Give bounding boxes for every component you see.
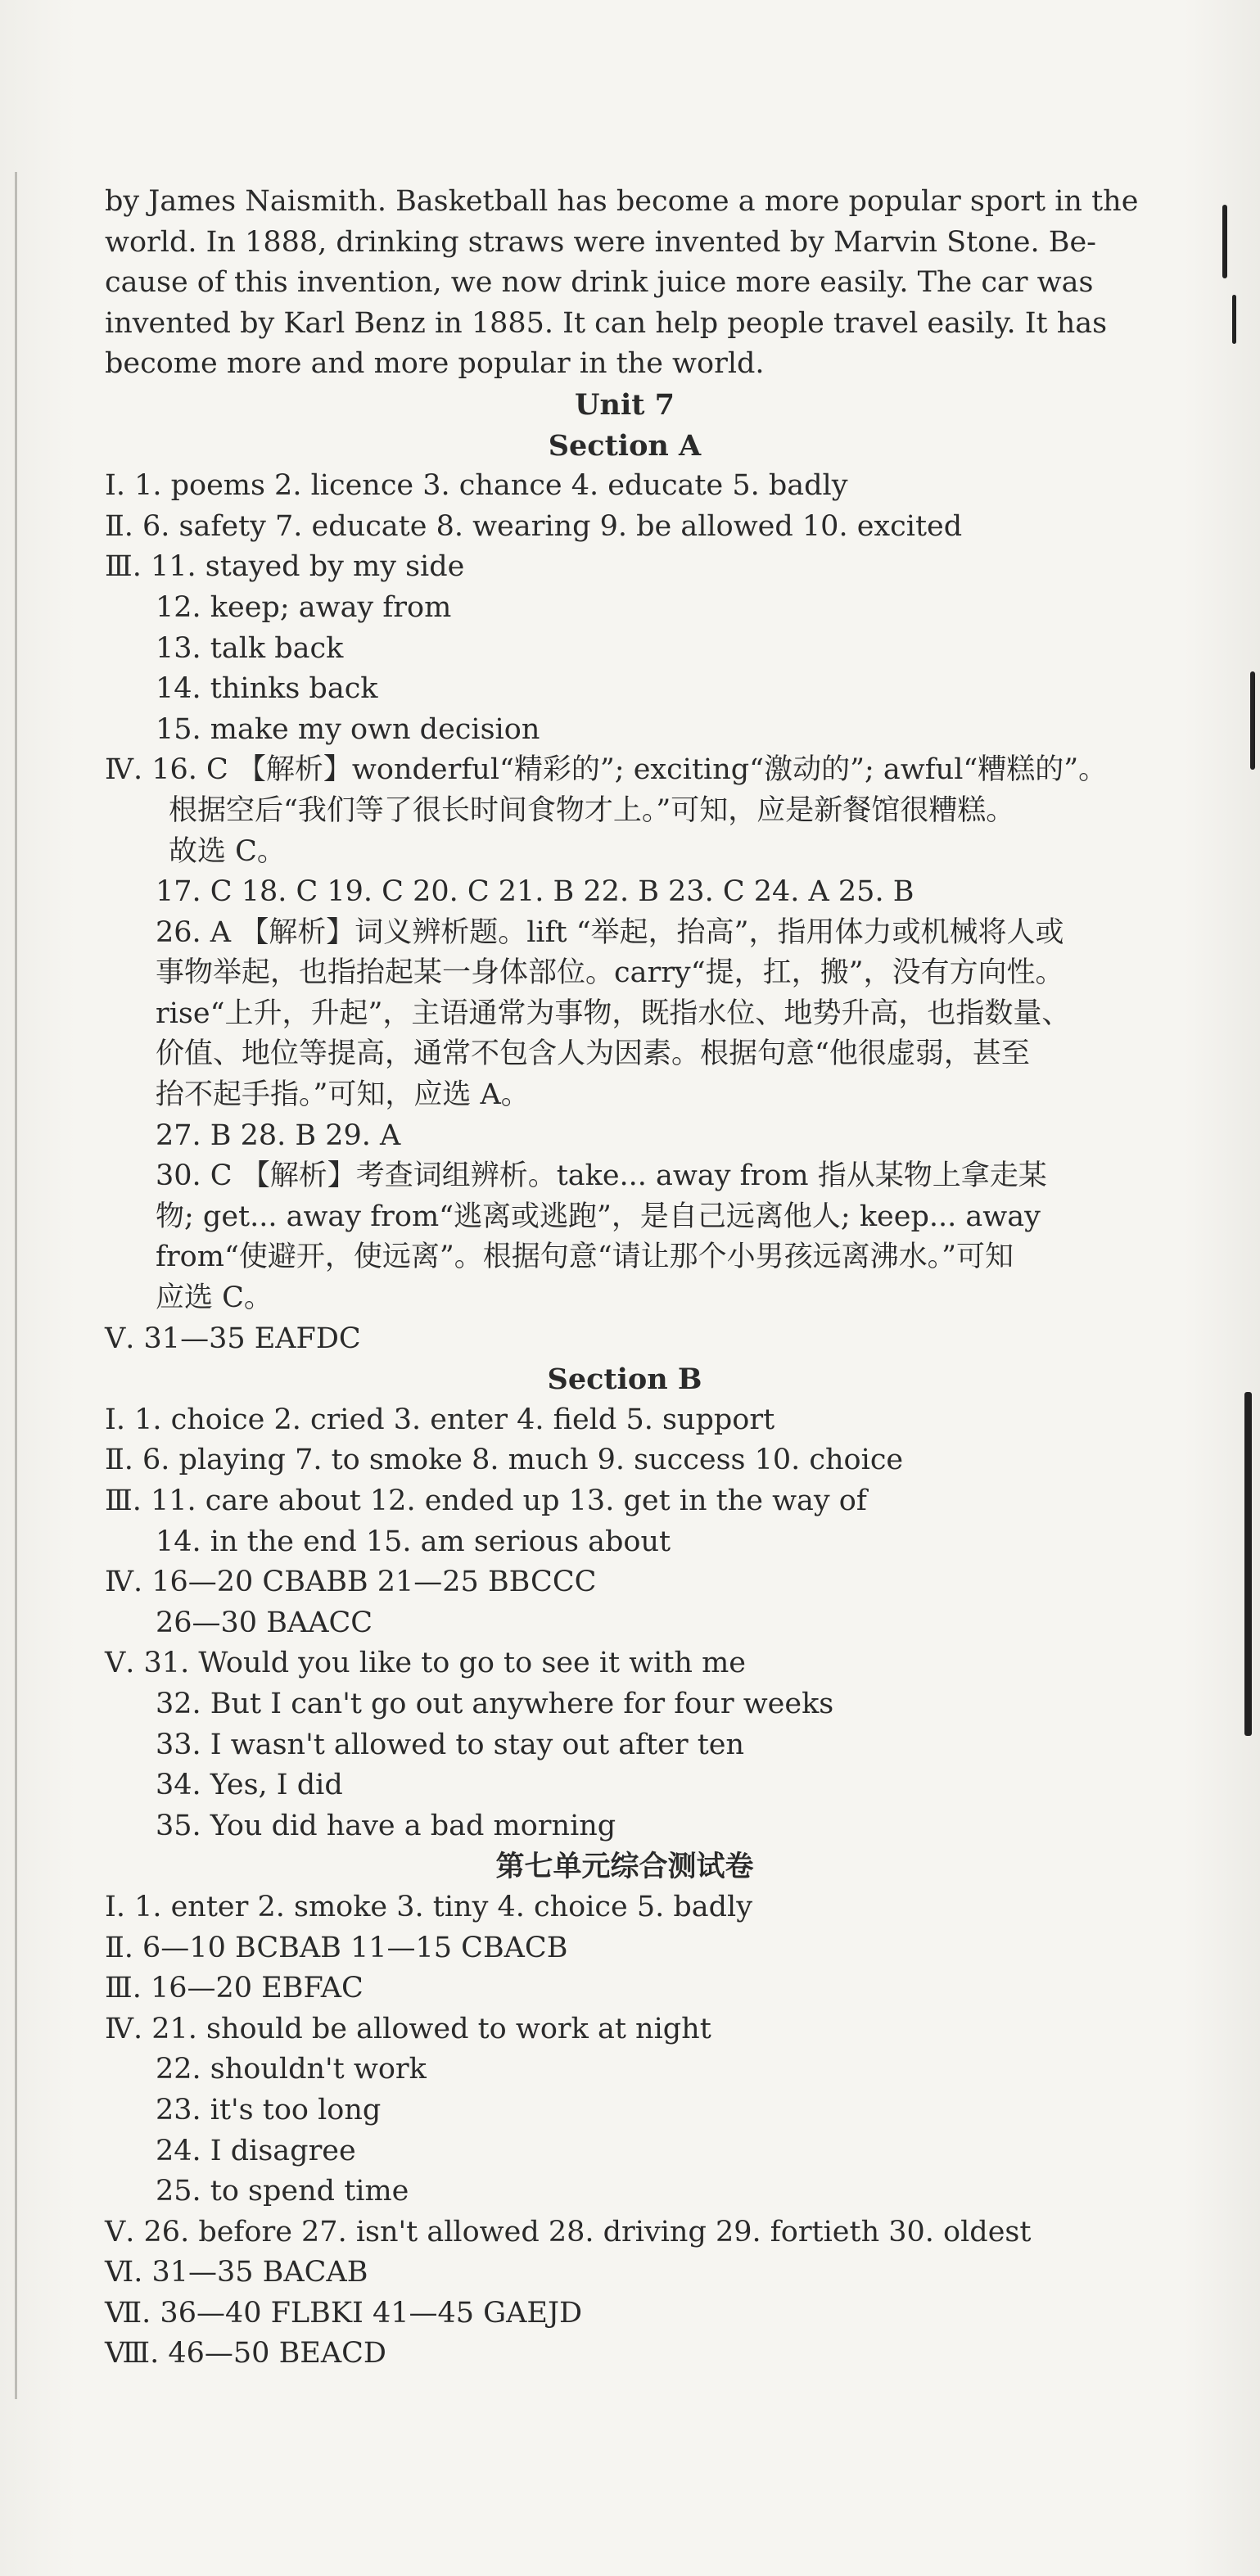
answer-line: 30. C 【解析】考查词组辨析。take... away from 指从某物上拿走某 <box>156 1159 1047 1193</box>
answer-line: 15. make my own decision <box>156 712 540 746</box>
explanation-line: 故选 C。 <box>169 834 286 868</box>
answer-line: 26. A 【解析】词义辨析题。lift “举起，抬高”，指用体力或机械将人或 <box>156 915 1064 949</box>
answer-line: 14. thinks back <box>156 672 378 706</box>
answer-line: Ⅵ. 31—35 BACAB <box>105 2256 368 2289</box>
answer-line: 22. shouldn't work <box>156 2053 427 2086</box>
unit-test-title: 第七单元综合测试卷 <box>495 1850 754 1884</box>
text-line: world. In 1888, drinking straws were invented by Marvin Stone. Be- <box>105 225 1097 259</box>
answer-line: Ⅲ. 16—20 EBFAC <box>105 1972 364 2005</box>
answer-line: 25. to spend time <box>156 2175 409 2208</box>
explanation-line: 事物举起，也指抬起某一身体部位。carry“提，扛，搬”，没有方向性。 <box>156 956 1064 990</box>
answer-line: Ⅰ. 1. choice 2. cried 3. enter 4. field 5. support <box>105 1403 775 1436</box>
answer-line: 32. But I can't go out anywhere for four weeks <box>156 1687 834 1720</box>
section-a <box>105 426 1145 1360</box>
scan-edge-mark <box>1222 205 1227 278</box>
answer-line: 34. Yes, I did <box>156 1769 343 1802</box>
answer-line: Ⅲ. 11. stayed by my side <box>105 550 465 584</box>
answer-line: Ⅱ. 6. playing 7. to smoke 8. much 9. success 10. choice <box>105 1444 904 1477</box>
answer-line: Ⅲ. 11. care about 12. ended up 13. get in the way of <box>105 1485 867 1517</box>
section-b-title: Section B <box>547 1363 702 1397</box>
explanation-line: 价值、地位等提高，通常不包含人为因素。根据句意“他很虚弱，甚至 <box>156 1037 1030 1071</box>
answer-line: Ⅰ. 1. poems 2. licence 3. chance 4. educate 5. badly <box>105 469 848 503</box>
intro-paragraph <box>105 182 1145 385</box>
explanation-line: 根据空后“我们等了很长时间食物才上。”可知，应是新餐馆很糟糕。 <box>169 793 1015 827</box>
section-a-title: Section A <box>548 428 702 463</box>
unit-title: Unit 7 <box>575 387 675 422</box>
scan-edge-mark <box>1250 671 1255 770</box>
answer-line: Ⅷ. 46—50 BEACD <box>105 2337 386 2370</box>
answer-line: 27. B 28. B 29. A <box>156 1119 401 1152</box>
scan-edge-mark <box>1244 1392 1252 1736</box>
explanation-line: from“使避开，使远离”。根据句意“请让那个小男孩远离沸水。”可知 <box>156 1241 1014 1274</box>
text-line: invented by Karl Benz in 1885. It can help people travel easily. It has <box>105 306 1108 340</box>
explanation-line: rise“上升，升起”，主语通常为事物，既指水位、地势升高，也指数量、 <box>156 997 1071 1030</box>
text-line: by James Naismith. Basketball has become a more popular sport in the <box>105 185 1139 218</box>
answer-line: 23. it's too long <box>156 2093 382 2126</box>
section-b <box>105 1359 1145 1846</box>
answer-line: Ⅳ. 16—20 CBABB 21—25 BBCCC <box>105 1566 597 1599</box>
answer-line: Ⅰ. 1. enter 2. smoke 3. tiny 4. choice 5. badly <box>105 1890 753 1923</box>
answer-key-content <box>105 182 1145 2375</box>
answer-line: 26—30 BAACC <box>156 1606 373 1639</box>
answer-line: Ⅱ. 6—10 BCBAB 11—15 CBACB <box>105 1931 568 1964</box>
explanation-line: 应选 C。 <box>156 1281 273 1315</box>
answer-line: 17. C 18. C 19. C 20. C 21. B 22. B 23. C 24. A 25. B <box>156 875 915 909</box>
answer-line: Ⅳ. 16. C 【解析】wonderful“精彩的”; exciting“激动的”; awful“糟糕的”。 <box>105 753 1108 787</box>
scan-edge-mark <box>1232 295 1236 344</box>
answer-line: 33. I wasn't allowed to stay out after ten <box>156 1728 745 1761</box>
explanation-line: 物; get... away from“逃离或逃跑”，是自己远离他人; keep... away <box>156 1200 1041 1233</box>
answer-line: 13. talk back <box>156 631 344 665</box>
answer-line: Ⅴ. 26. before 27. isn't allowed 28. driving 29. fortieth 30. oldest <box>105 2215 1032 2248</box>
answer-line: Ⅴ. 31. Would you like to go to see it with me <box>105 1647 747 1680</box>
answer-line: 24. I disagree <box>156 2134 356 2167</box>
answer-line: 12. keep; away from <box>156 590 452 624</box>
unit-test <box>105 1846 1145 2375</box>
answer-line: Ⅳ. 21. should be allowed to work at night <box>105 2012 711 2045</box>
text-line: become more and more popular in the world. <box>105 347 765 381</box>
answer-line: Ⅴ. 31—35 EAFDC <box>105 1322 361 1355</box>
answer-line: 35. You did have a bad morning <box>156 1809 616 1842</box>
left-margin-rule <box>15 172 17 2399</box>
answer-line: 14. in the end 15. am serious about <box>156 1525 671 1558</box>
answer-line: Ⅱ. 6. safety 7. educate 8. wearing 9. be allowed 10. excited <box>105 509 963 543</box>
text-line: cause of this invention, we now drink juice more easily. The car was <box>105 266 1094 300</box>
answer-line: Ⅶ. 36—40 FLBKI 41—45 GAEJD <box>105 2296 583 2330</box>
explanation-line: 抬不起手指。”可知，应选 A。 <box>156 1078 530 1112</box>
